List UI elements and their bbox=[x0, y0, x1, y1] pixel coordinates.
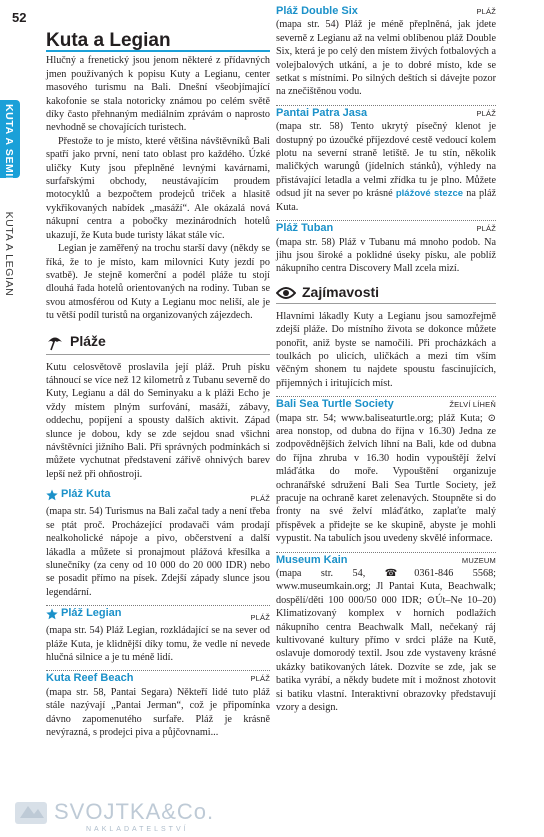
intro-paragraph-1: Hlučný a frenetický jsou jenom některé z přídavných jmen používaných k popisu Kuty a Legianu, center masového turismu na Bali. Dnešní všeobjímající kakofonie se stala notoricky známou po celém světě díky často přehnaným mediálním zprávám o naprosto nevhodně se chovajících turistech. bbox=[46, 55, 270, 134]
entry-category: MUZEUM bbox=[461, 555, 496, 565]
entry-name[interactable]: Pláž Double Six bbox=[276, 5, 358, 17]
entry-bali-sea-turtle-society bbox=[276, 396, 496, 545]
left-column bbox=[46, 30, 270, 740]
entry-category: ŽELVÍ LÍHEŇ bbox=[449, 400, 496, 410]
entry-head bbox=[276, 4, 496, 18]
entry-name[interactable]: Bali Sea Turtle Society bbox=[276, 398, 394, 411]
entry-kuta-reef-beach bbox=[46, 670, 270, 739]
side-label-part3: KUTA A LEGIAN bbox=[3, 208, 15, 297]
entry-head bbox=[46, 605, 270, 624]
publisher-name: SVOJTKA&Co. bbox=[54, 799, 215, 824]
entry-head bbox=[276, 396, 496, 411]
section-beaches-heading bbox=[46, 333, 270, 355]
entry-legian-beach bbox=[46, 605, 270, 664]
entry-name[interactable]: Museum Kain bbox=[276, 553, 348, 566]
side-label-part1: KUTA A bbox=[3, 104, 15, 149]
entry-text: (mapa str. 54; www.baliseaturtle.org; pláž Kuta; ⊙ area nonstop, od dubna do října v 16.30) Jedna ze zodpovědnějších želvích líhní na Bali, kde od dubna do října zhruba v 16.30 hodin vypouštějí želví mláďátka do moře. Vypouštění organizuje ochranářské sdružení Bali Sea Turtle Society, jež pracuje na ochraně karet zelenavých. Stoupněte si do fronty na své želví mláďátko, zaplaťte malý příspěvek a přidejte se ke skupině, abyste je mohli vypustit. Na tabulích jsou uvedeny skvělé informace. bbox=[276, 412, 496, 545]
chapter-title: Kuta a Legian bbox=[46, 34, 270, 52]
entry-category: PLÁŽ bbox=[250, 612, 270, 622]
entry-kuta-beach bbox=[46, 487, 270, 599]
entry-name-text: Pláž Kuta bbox=[61, 488, 111, 501]
entry-text: (mapa str. 54) Turismus na Bali začal tady a není třeba se ptát proč. Procházející prodavači vám prodají nealkoholické nápoje a pivo, občerstvení a další lákadla a můžete si pronajmout plážová křesílka a slunečníky (za ceny od 10 000 do 20 000 IDR) nebo se posadit přímo na písek. Zdejší západy slunce jsou legendární. bbox=[46, 506, 270, 598]
star-icon bbox=[46, 489, 58, 501]
publisher-logo-icon bbox=[14, 798, 48, 826]
entry-head bbox=[276, 105, 496, 120]
entry-text-part: na pláž Kuta. bbox=[276, 188, 496, 213]
entry-category: PLÁŽ bbox=[476, 7, 496, 16]
entry-text-part: (mapa str. 58) Tento ukrytý písečný klenot je dostupný po úzoučké příjezdové cestě vedoucí kolem plotu na severní straně letiště. Je tu stín, několik maličkých warungů (jídelních stánků), výhledy na přistávající letadla a velmi zřídka tu je plno. Můžete odsud jít na sever po krásné bbox=[276, 121, 496, 200]
entry-name-text: Pláž Legian bbox=[61, 607, 122, 620]
entry-text: (mapa str. 58) Pláž v Tubanu má mnoho podob. Na jihu jsou široké a poklidné úseky písku, ale poblíž nákupního centra Discovery Mall zcela mizí. bbox=[276, 236, 496, 275]
entry-head bbox=[46, 487, 270, 505]
entry-name[interactable] bbox=[46, 607, 122, 620]
entry-head bbox=[276, 220, 496, 235]
sights-intro: Hlavními lákadly Kuty a Legianu jsou samozřejmě zdejší pláže. Do místního života se dokonce můžete ponořit, aniž byste se namočili. Při procházkách a toulkách po ulicích, uličkách a mezi tím vším věčným shonem tu najdete spoustu fascinujících, přijemných i iritujících míst. bbox=[276, 310, 496, 389]
section-beaches-title: Pláže bbox=[70, 332, 106, 349]
right-column bbox=[276, 4, 496, 715]
intro-paragraph-2: Přestože to je místo, které většina návštěvníků Bali spatří jako první, není tato oblast pro každého. Úzké uličky Kuty jsou přeplněné levnými kavárnami, surfařskými obchody, neustávajícím proudem motocyklů a bezpočtem prodejců triček a hlasitě vykřikovaných nabídek „masáží“. Ale okázalá nová nákupní centra a pobočky mezinárodních hotelů ukazují, že Kuta bude turisty lákat stále víc. bbox=[46, 135, 270, 241]
entry-text: (mapa str. 54) Pláž je méně přeplněná, jak jdete severně z Legianu až na velmi oblíbenou pláž Double Six, která je po celý den místem živých fotbalových a volejbalových utkání, a je to dobré místo, kde se setkat s místními. Po silných deštích si dávejte pozor na znečištěnou vodu. bbox=[276, 19, 496, 98]
entry-double-six-beach bbox=[276, 4, 496, 99]
entry-text bbox=[276, 120, 496, 214]
publisher-sub: NAKLADATELSTVÍ bbox=[86, 826, 189, 833]
entry-head bbox=[46, 670, 270, 685]
entry-category: PLÁŽ bbox=[476, 108, 496, 118]
star-icon bbox=[46, 608, 58, 620]
chapter-side-label bbox=[3, 104, 15, 296]
entry-pantai-patra-jasa bbox=[276, 105, 496, 214]
beaches-intro: Kutu celosvětově proslavila její pláž. Pruh písku táhnoucí se více než 12 kilometrů z Tubanu severně do Kuty, Legianu a dál do Seminyaku a k pláži Echo je vždy místem plným surfování, masáží, zábavy, oddechu, popíjení a spousty dalších aktivit. Západ slunce je dobou, kdy se zde sejdou snad všichni návštěvníci jižního Bali. Při správných podmínkách si můžete vychutnat představení zářivě ohnivých barev lepší než při ohňostroji. bbox=[46, 361, 270, 480]
page-number: 52 bbox=[12, 10, 27, 25]
intro-paragraph-3: Legian je zaměřený na trochu starší davy (někdy se říká, že to je místo, kam milovníci Kuty jezdí po svatbě). Je stejně komerční a podél pláže tu stojí dlouhá řada hotelů orientovaných na rodiny. Tuban se svou atmosférou od Kuty a Legianu moc neliší, ale je tu větší podíl turistů na organizovaných zájezdech. bbox=[46, 243, 270, 322]
entry-name[interactable]: Pláž Tuban bbox=[276, 222, 334, 235]
entry-category: PLÁŽ bbox=[250, 493, 270, 503]
entry-museum-kain bbox=[276, 552, 496, 715]
entry-text: (mapa str. 54) Pláž Legian, rozkládající se na sever od pláže Kuta, je klidnější díky tomu, že vedle ní nevede hlučná silnice a je tu méně lidí. bbox=[46, 625, 270, 664]
entry-head bbox=[276, 552, 496, 567]
entry-name[interactable]: Kuta Reef Beach bbox=[46, 672, 134, 685]
publisher-logo bbox=[14, 798, 214, 826]
entry-category: PLÁŽ bbox=[250, 674, 270, 684]
section-sights-heading bbox=[276, 286, 496, 304]
entry-text: (mapa str. 54, ☎0361-846 5568; www.museumkain.org; Jl Pantai Kuta, Beachwalk; dospělí/děti 100 000/50 000 IDR; ⊙Út–Ne 10–20) Klimatizovaný komplex v horních podlažích nákupního centra Beachwalk Mall, nečekaný ráj kultivované kultury přímo v srdci pláže na Kutě, oslavuje domorodý textil. Jsou zde vystaveny krásné ukázky batikovaných látek. Dozvíte se zde, jak se batika vyrábí, a někdy budete mít i možnost zhotovit si batiku vlastní. Interaktivní obrazovky představují vzory a design. bbox=[276, 568, 496, 714]
side-label-part2: SEMINYAK bbox=[3, 148, 15, 209]
entry-name[interactable] bbox=[46, 488, 111, 501]
entry-text: (mapa str. 58, Pantai Segara) Někteří lidé tuto pláž stále nazývají „Pantai Jerman“, což je připomínka dávno zapomenutého surfaře. Pláž je krásně nevýrazná, s prodejci piva a půjčovnami... bbox=[46, 686, 270, 739]
beach-path-link[interactable]: plážové stezce bbox=[395, 188, 464, 200]
entry-name[interactable]: Pantai Patra Jasa bbox=[276, 106, 368, 119]
section-sights-title: Zajímavosti bbox=[302, 284, 380, 301]
entry-tuban-beach bbox=[276, 220, 496, 276]
beach-umbrella-icon bbox=[46, 333, 64, 351]
eye-icon bbox=[276, 286, 296, 300]
entry-category: PLÁŽ bbox=[476, 224, 496, 234]
